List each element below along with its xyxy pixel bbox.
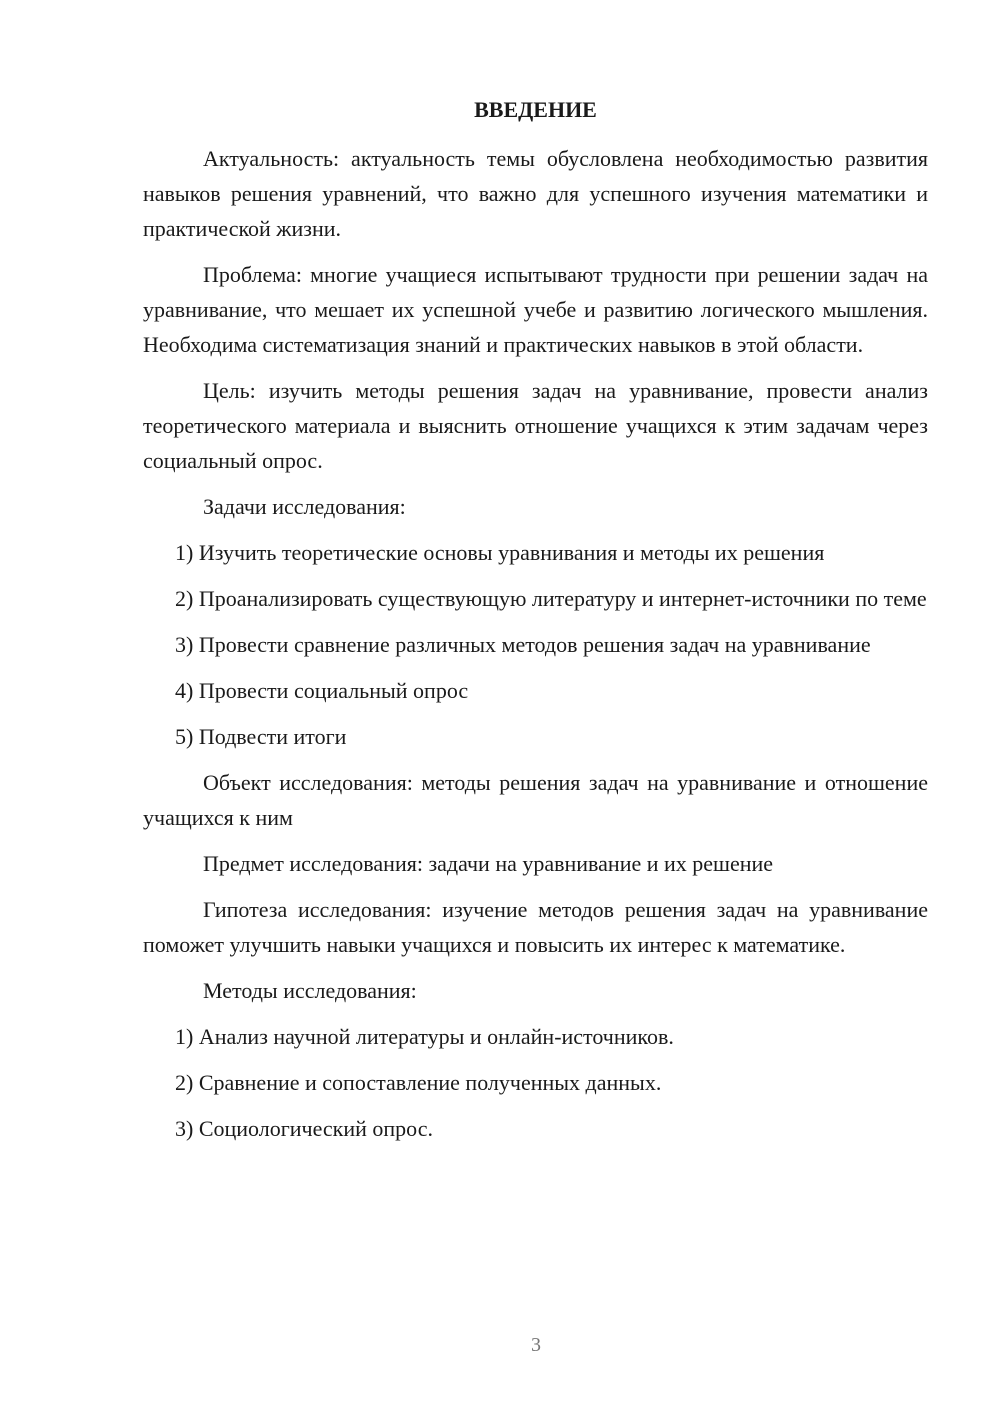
tasks-heading: Задачи исследования: xyxy=(203,494,406,519)
task-item-4: 4) Провести социальный опрос xyxy=(175,678,469,703)
paragraph-goal: Цель: изучить методы решения задач на уравнивание, провести анализ теоретического материала и выяснить отношение учащихся к этим задачам через социальный опрос. xyxy=(143,378,928,473)
methods-heading: Методы исследования: xyxy=(203,978,417,1003)
paragraph-relevance: Актуальность: актуальность темы обусловлена необходимостью развития навыков решения уравнений, что важно для успешного изучения математики и практической жизни. xyxy=(143,146,928,241)
method-item-3: 3) Социологический опрос. xyxy=(175,1116,433,1141)
section-title: ВВЕДЕНИЕ xyxy=(474,97,597,122)
paragraph-object: Объект исследования: методы решения задач на уравнивание и отношение учащихся к ним xyxy=(143,770,928,830)
page-number: 3 xyxy=(531,1334,541,1356)
document-body xyxy=(143,92,928,1157)
task-item-2: 2) Проанализировать существующую литературу и интернет-источники по теме xyxy=(175,586,927,611)
paragraph-subject: Предмет исследования: задачи на уравнивание и их решение xyxy=(203,851,774,876)
task-item-3: 3) Провести сравнение различных методов решения задач на уравнивание xyxy=(175,632,871,657)
method-item-1: 1) Анализ научной литературы и онлайн-источников. xyxy=(175,1024,674,1049)
paragraph-problem: Проблема: многие учащиеся испытывают трудности при решении задач на уравнивание, что мешает их успешной учебе и развитию логического мышления. Необходима систематизация знаний и практических навыков в этой области. xyxy=(143,262,928,357)
task-item-5: 5) Подвести итоги xyxy=(175,724,347,749)
method-item-2: 2) Сравнение и сопоставление полученных данных. xyxy=(175,1070,662,1095)
paragraph-hypothesis: Гипотеза исследования: изучение методов решения задач на уравнивание поможет улучшить навыки учащихся и повысить их интерес к математике. xyxy=(143,897,928,957)
task-item-1: 1) Изучить теоретические основы уравнивания и методы их решения xyxy=(175,540,825,565)
